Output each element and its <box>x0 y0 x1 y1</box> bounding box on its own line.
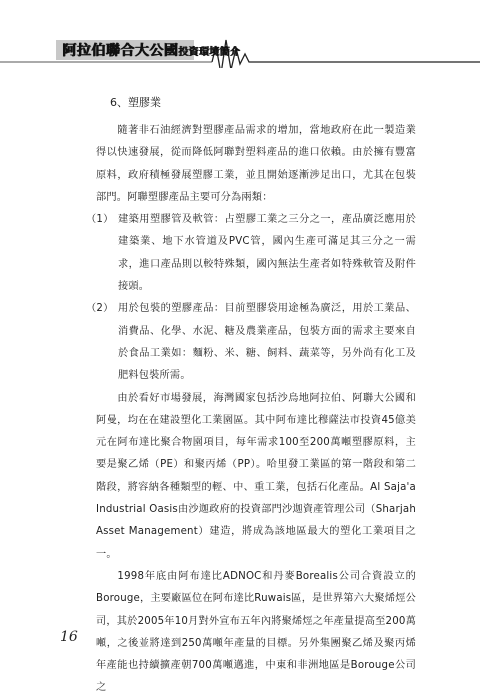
list-item-1-text: 建築用塑膠管及軟管：占塑膠工業之三分之一，產品廣泛應用於建築業、地下水管道及PVC管，國內生產可滿足其三分之一需求，進口產品則以較特殊類，國內無法生產者如特殊軟管及附件接頭。 <box>118 214 416 293</box>
list-item-2-marker: （2） <box>86 303 114 315</box>
main-content <box>86 96 416 700</box>
page-header <box>0 34 480 68</box>
paragraph-market: 由於看好市場發展，海灣國家包括沙烏地阿拉伯、阿聯大公國和阿曼，均在在建設塑化工業園區。其中阿布達比穆薩法市投資45億美元在阿布達比聚合物園項目，每年需求100至200萬噸塑膠原料，主要是聚乙烯（PE）和聚丙烯（PP）。哈里發工業區的第一階段和第二階段，將容納各種類型的輕、中、重工業，包括石化產品。Al Saja'a Industrial Oasis由沙迦政府的投資部門沙迦資產管理公司（Sharjah Asset Management）建造，將成為該地區最大的塑化工業項目之一。 <box>96 392 416 560</box>
list-item-2-text: 用於包裝的塑膠產品：目前塑膠袋用途極為廣泛，用於工業品、消費品、化學、水泥、糖及農業產品，包裝方面的需求主要來自於食品工業如：麵粉、米、糖、飼料、蔬菜等，另外尚有化工及肥料包裝所需。 <box>118 303 416 382</box>
paragraph-borouge: 1998年底由阿布達比ADNOC和丹麥Borealis公司合資設立的Borouge，主要廠區位在阿布達比Ruwais區，是世界第六大聚烯烴公司，其於2005年10月對外宣布五年內將聚烯烴之年產量提高至200萬噸，之後並將達到250萬噸年產量的目標。另外集團聚乙烯及聚丙烯年產能也持續擴產朝700萬噸邁進，中東和非洲地區是Borouge公司之 <box>96 570 416 694</box>
header-title <box>62 40 240 60</box>
paragraph-intro: 隨著非石油經濟對塑膠產品需求的增加，當地政府在此一製造業得以快速發展，從而降低阿聯對塑料產品的進口依賴。由於擁有豐富原料，政府積極發展塑膠工業，並且開始逐漸涉足出口，尤其在包裝部門。阿聯塑膠產品主要可分為兩類： <box>96 125 416 203</box>
header-title-country: 阿拉伯聯合大公國 <box>62 43 178 59</box>
page-number: 16 <box>60 629 78 645</box>
heartbeat-icon <box>212 40 480 68</box>
section-title: 6、塑膠業 <box>110 96 161 109</box>
list-item-2 <box>86 298 416 387</box>
header-title-subject: 投資環境簡介 <box>178 47 240 58</box>
list-item-1-marker: （1） <box>86 214 114 226</box>
list-item-1 <box>86 209 416 298</box>
